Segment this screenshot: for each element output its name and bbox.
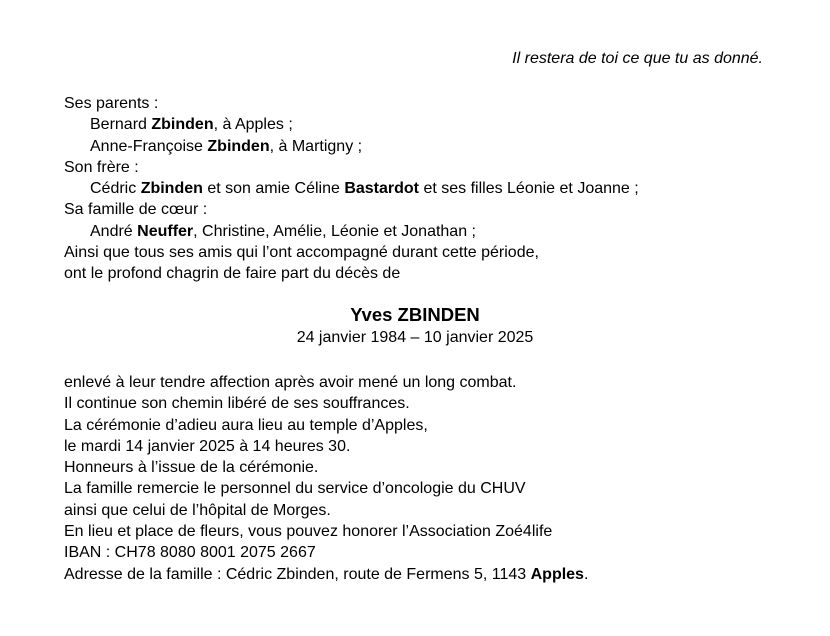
family-address xyxy=(64,564,784,585)
detail-line: La famille remercie le personnel du service d’oncologie du CHUV xyxy=(64,480,526,498)
brother-partner-text: et son amie Céline xyxy=(202,180,345,198)
heart-family-last-name: Neuffer xyxy=(137,222,194,240)
address-text: Adresse de la famille : Cédric Zbinden, route de Fermens 5, 1143 xyxy=(64,565,531,583)
brother-entry xyxy=(64,178,784,199)
ceremony-details xyxy=(64,372,784,585)
parent-entry xyxy=(64,136,784,157)
parent-location: , à Apples ; xyxy=(213,116,293,134)
detail-line: Honneurs à l’issue de la cérémonie. xyxy=(64,459,319,477)
detail-line: En lieu et place de fleurs, vous pouvez honorer l’Association Zoé4life xyxy=(64,523,553,541)
iban-line: IBAN : CH78 8080 8001 2075 2667 xyxy=(64,544,316,562)
parent-first-name: Anne-Françoise xyxy=(90,137,208,155)
life-dates: 24 janvier 1984 – 10 janvier 2025 xyxy=(296,329,534,346)
parent-first-name: Bernard xyxy=(90,116,152,134)
parent-last-name: Zbinden xyxy=(151,116,214,134)
address-end: . xyxy=(583,565,589,583)
friends-line: Ainsi que tous ses amis qui l’ont accompagné durant cette période, xyxy=(64,244,539,262)
detail-line: enlevé à leur tendre affection après avoir mené un long combat. xyxy=(64,374,517,391)
heart-family-label: Sa famille de cœur : xyxy=(64,201,208,219)
announcement-line: ont le profond chagrin de faire part du décès de xyxy=(64,265,401,283)
family-list xyxy=(64,93,784,285)
heart-family-first-name: André xyxy=(90,222,138,240)
detail-line: ainsi que celui de l’hôpital de Morges. xyxy=(64,501,331,519)
detail-line: le mardi 14 janvier 2025 à 14 heures 30. xyxy=(64,437,351,455)
parent-entry xyxy=(64,114,784,135)
brother-first-name: Cédric xyxy=(90,180,141,198)
epigraph: Il restera de toi ce que tu as donné. xyxy=(512,50,763,67)
brother-label: Son frère : xyxy=(64,158,139,176)
heart-family-entry xyxy=(64,221,784,242)
detail-line: Il continue son chemin libéré de ses souffrances. xyxy=(64,395,410,413)
parent-last-name: Zbinden xyxy=(207,137,270,155)
parent-location: , à Martigny ; xyxy=(269,137,363,155)
deceased-block xyxy=(0,303,830,348)
brother-last-name: Zbinden xyxy=(140,180,203,198)
deceased-name: Yves ZBINDEN xyxy=(350,304,480,325)
brother-children-text: et ses filles Léonie et Joanne ; xyxy=(419,180,639,198)
address-town: Apples xyxy=(530,565,584,583)
heart-family-others: , Christine, Amélie, Léonie et Jonathan ; xyxy=(193,222,476,240)
detail-line: La cérémonie d’adieu aura lieu au temple d’Apples, xyxy=(64,416,428,434)
parents-label: Ses parents : xyxy=(64,95,159,112)
partner-last-name: Bastardot xyxy=(344,180,419,198)
